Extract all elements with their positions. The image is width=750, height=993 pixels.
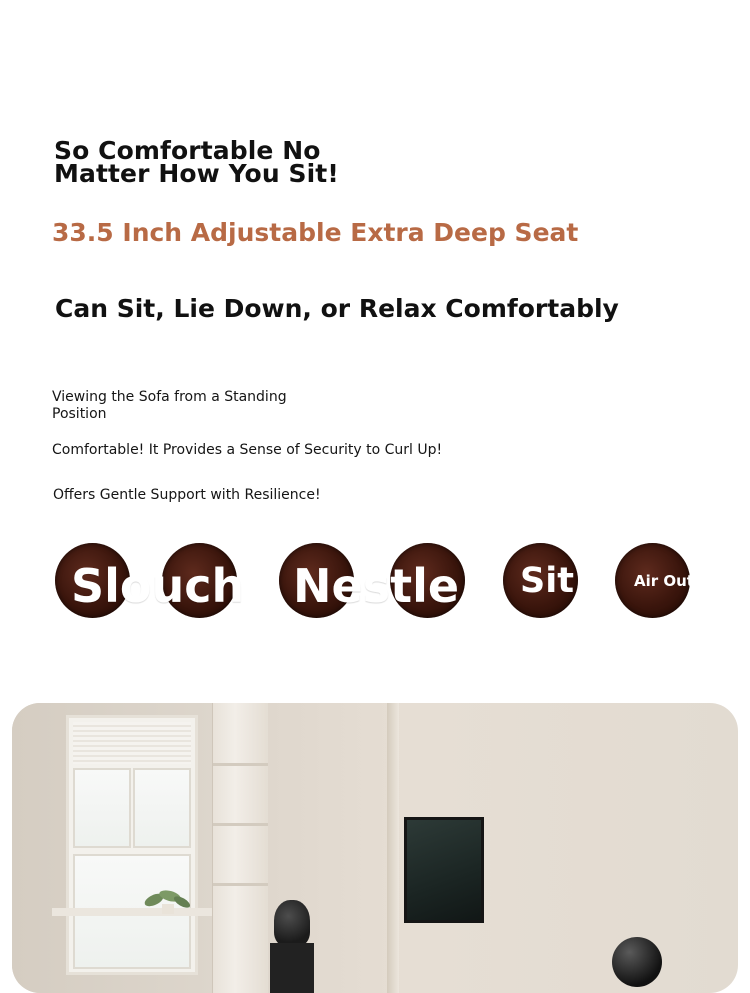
photo-plant <box>140 886 194 914</box>
headline <box>54 136 374 188</box>
photo-shelf-bar <box>213 763 268 766</box>
seat-depth-subheading: 33.5 Inch Adjustable Extra Deep Seat <box>52 218 579 247</box>
photo-vase <box>274 900 310 946</box>
photo-window-sill <box>52 908 222 916</box>
note-curl-up: Comfortable! It Provides a Sense of Security to Curl Up! <box>52 442 443 458</box>
photo-window-blind <box>73 722 191 764</box>
sitting-positions-row <box>0 540 750 620</box>
photo-wall-divider <box>387 703 399 993</box>
photo-window-pane <box>133 768 191 848</box>
photo-shelf <box>212 703 268 993</box>
note-standing-view: Viewing the Sofa from a Standing Position <box>52 389 287 422</box>
living-room-photo <box>12 703 738 993</box>
headline-line-2: Matter How You Sit! <box>54 159 339 188</box>
position-label-nestle: Nestle <box>293 559 460 613</box>
photo-window <box>66 715 198 975</box>
photo-lamp <box>612 937 662 987</box>
photo-shelf-bar <box>213 883 268 886</box>
usage-subheading: Can Sit, Lie Down, or Relax Comfortably <box>55 294 619 323</box>
position-label-slouch: Slouch <box>71 559 245 613</box>
position-label-sit: Sit <box>520 561 574 601</box>
position-label-air-out: Air Out <box>634 572 694 590</box>
headline-line-1: So Comfortable No <box>54 136 321 165</box>
note-support: Offers Gentle Support with Resilience! <box>53 487 321 503</box>
photo-wall-art <box>404 817 484 923</box>
photo-pedestal <box>270 943 314 993</box>
photo-window-pane <box>73 768 131 848</box>
photo-shelf-bar <box>213 823 268 826</box>
